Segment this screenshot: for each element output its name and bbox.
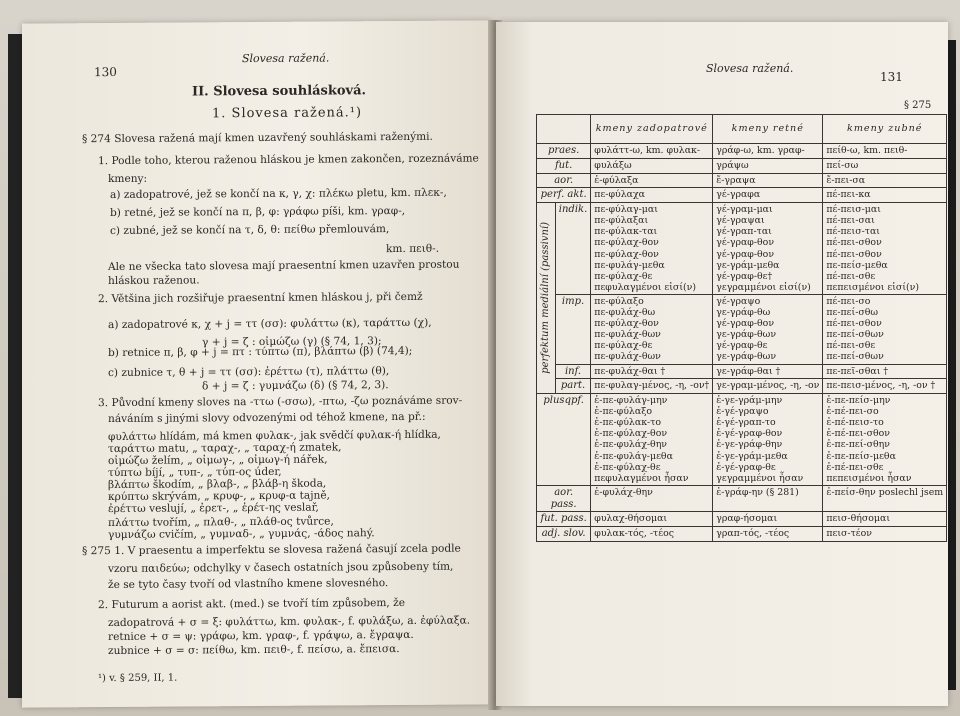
- table-row: [537, 173, 947, 188]
- form-text: γέ-γραπ-ται: [716, 226, 772, 238]
- cell-zadopatrove: [591, 158, 713, 173]
- form-text: πε-φύλαξαι: [594, 215, 649, 227]
- cell-zadopatrove: [591, 203, 713, 295]
- form-text: πεί-σω: [826, 159, 859, 171]
- form-text: ἐ-φύλαξα: [594, 174, 639, 186]
- body-line: ἐρέττω veslují, „ ἐρετ-, „ ἐρέτ-ης veslař,: [108, 501, 319, 516]
- form-text: ἐ-γε-γράμ-μην: [716, 395, 783, 407]
- conjugation-table: [536, 114, 947, 542]
- body-line: b) retné, jež se končí na π, β, φ: γράφω píši, km. γραφ-,: [110, 204, 406, 220]
- form-text: πεφυλαγμένοι εἰσί(ν): [594, 281, 697, 293]
- cell-retne: [713, 485, 823, 512]
- form-text: πε-φύλαχ-θε: [594, 270, 653, 282]
- form-text: γράφ-ω, km. γραφ-: [716, 145, 805, 156]
- row-label: inf.: [555, 364, 590, 379]
- form-text: ἐ-γε-γράφ-θην: [716, 439, 783, 451]
- form-text: γέ-γραμ-μαι: [716, 204, 773, 216]
- cell-zadopatrove: [591, 144, 713, 159]
- cell-retne: [713, 394, 823, 486]
- form-text: ἐ-πε-πεί-σθην: [826, 439, 890, 451]
- form-text: φυλακ-τός, -τέος: [594, 528, 674, 540]
- table-row: [537, 203, 947, 295]
- form-text: γε-γράφ-θαι †: [716, 365, 781, 377]
- form-text: πέ-πει-σθον: [826, 318, 882, 330]
- perfektum-group-label: [537, 203, 556, 394]
- body-line: κρύπτω skrývám, „ κρυφ-, „ κρυφ-α tajně,: [108, 489, 330, 504]
- form-text: ἔ-πει-σα: [826, 174, 866, 186]
- cell-zadopatrove: [591, 173, 713, 188]
- cell-zubne: [823, 144, 947, 159]
- table-row: [537, 485, 947, 512]
- form-text: γεγραμμένοι εἰσί(ν): [716, 281, 811, 293]
- body-line: zubnice + σ = σ: πείθω, km. πειθ-, f. πείσω, a. ἔπεισα.: [108, 643, 400, 658]
- form-text: πε-πεισ-μένος, -η, -ον †: [826, 380, 936, 392]
- form-text: πεπεισμένοι εἰσί(ν): [826, 281, 920, 293]
- form-text: πέ-πεισ-μαι: [826, 204, 881, 216]
- cell-zubne: [823, 203, 947, 295]
- form-text: πε-πείσ-μεθα: [826, 259, 888, 271]
- form-text: πε-φύλαγ-μαι: [594, 204, 658, 216]
- row-label: aor.: [537, 173, 591, 188]
- row-label: imp.: [555, 294, 590, 364]
- form-text: ἐ-πε-φύλαχ-θε: [594, 461, 661, 473]
- form-text: πε-πεί-σθων: [826, 351, 884, 363]
- form-text: πε-φυλάχ-θω: [594, 307, 656, 319]
- form-text: ἐ-γέ-γραψο: [716, 406, 769, 418]
- form-text: ἐ-γέ-γραπ-το: [716, 417, 776, 429]
- row-label: aor. pass.: [537, 485, 591, 512]
- form-text: πέ-πει-σο: [826, 295, 871, 307]
- form-text: πε-πεῖ-σθαι †: [826, 365, 889, 377]
- table-row: [537, 294, 947, 364]
- form-text: ἐ-πέ-πει-σο: [826, 406, 879, 418]
- form-text: ἐ-γε-γράμ-μεθα: [716, 450, 788, 462]
- cell-retne: [713, 188, 823, 203]
- column-header: kmeny zadopatrové: [591, 115, 713, 144]
- body-line: βλάπτω škodím, „ βλαβ-, „ βλάβ-η škoda,: [108, 477, 327, 492]
- body-line: φυλάττω hlídám, má kmen φυλακ-, jak svědčí φυλακ-ή hlídka,: [108, 428, 441, 444]
- body-line: a) zadopatrové κ, χ + j = ττ (σσ): φυλάττω (κ), ταράττω (χ),: [108, 316, 432, 332]
- body-line: 3. Původní kmeny sloves na -ττω (-σσω), -πτω, -ζω poznáváme srov-: [98, 394, 463, 410]
- form-text: πέ-πει-κα: [826, 189, 871, 201]
- column-header: kmeny zubné: [823, 115, 947, 144]
- form-text: ἐ-πείσ-θην poslechl jsem: [826, 486, 944, 498]
- table-row: [537, 527, 947, 542]
- column-header: kmeny retné: [713, 115, 823, 144]
- body-line: 1. Podle toho, kterou raženou hláskou je kmen zakončen, rozeznáváme: [98, 152, 479, 168]
- cell-zubne: [823, 294, 947, 364]
- form-text: πε-φυλάχ-θων: [594, 329, 661, 341]
- form-text: πε-φυλάγ-μεθα: [594, 259, 665, 271]
- form-text: πέ-πει-σθον: [826, 248, 882, 260]
- section-mark: § 275: [904, 100, 932, 111]
- cell-zubne: [823, 188, 947, 203]
- form-text: πέ-πει-σθε: [826, 340, 876, 352]
- table-row: [537, 512, 947, 527]
- form-text: πε-φύλαχ-θον: [594, 237, 659, 249]
- cell-zadopatrove: [591, 512, 713, 527]
- form-text: ἐ-πε-πείσ-μην: [826, 395, 891, 407]
- form-text: ἐ-πέ-πει-σθον: [826, 428, 890, 440]
- row-label: praes.: [537, 144, 591, 159]
- cell-zubne: [823, 158, 947, 173]
- form-text: γεγραμμένοι ἦσαν: [716, 472, 804, 484]
- body-line: že se tyto časy tvoří od vlastního kmene slovesného.: [108, 577, 389, 592]
- cell-zadopatrove: [591, 527, 713, 542]
- body-line: γυμνάζω cvičím, „ γυμναδ-, „ γυμνάς, -άδος nahý.: [108, 527, 375, 542]
- form-text: πεισ-τέον: [826, 528, 872, 540]
- body-line: hláskou raženou.: [108, 274, 200, 288]
- subtitle: 1. Slovesa ražená.¹): [212, 105, 363, 122]
- form-text: πε-φύλαξο: [594, 295, 644, 307]
- body-line: ¹) v. § 259, II, 1.: [98, 672, 178, 685]
- form-text: πέ-πει-σθε: [826, 270, 876, 282]
- cell-retne: [713, 203, 823, 295]
- form-text: ἐ-φυλάχ-θην: [594, 486, 653, 498]
- cell-retne: [713, 294, 823, 364]
- form-text: πε-πεί-σθω: [826, 307, 879, 319]
- form-text: γέ-γραφ-θε†: [716, 270, 773, 282]
- cell-zadopatrove: [591, 294, 713, 364]
- form-text: γέ-γραψαι: [716, 215, 765, 227]
- form-text: φυλάττ-ω, km. φυλακ-: [594, 145, 701, 156]
- cell-zadopatrove: [591, 364, 713, 379]
- form-text: ἐ-πε-φύλαχ-θον: [594, 428, 668, 440]
- form-text: γε-γράμ-μεθα: [716, 259, 780, 271]
- form-text: γέ-γραφα: [716, 189, 761, 201]
- body-line: vzoru παιδεύω; odchylky v časech ostatních jsou způsobeny tím,: [108, 560, 454, 576]
- cell-retne: [713, 512, 823, 527]
- form-text: πε-φυλάχ-θων: [594, 351, 661, 363]
- form-text: γε-γραμ-μένος, -η, -ον: [716, 380, 820, 392]
- cell-zubne: [823, 379, 947, 394]
- cell-zadopatrove: [591, 188, 713, 203]
- form-text: ἐ-πε-φυλάγ-μην: [594, 395, 668, 407]
- form-text: ἐ-πε-φύλαξο: [594, 406, 653, 418]
- form-text: γέ-γραφ-θον: [716, 248, 775, 260]
- form-text: πε-φύλαχα: [594, 189, 646, 201]
- form-text: γράψω: [716, 159, 749, 171]
- form-text: ἐ-πε-φυλάχ-θην: [594, 439, 668, 451]
- form-text: γέ-γραφ-θον: [716, 318, 775, 330]
- cell-retne: [713, 364, 823, 379]
- form-text: πεισ-θήσομαι: [826, 513, 890, 525]
- body-line: § 275 1. V praesentu a imperfektu se slovesa ražená časují zcela podle: [82, 542, 461, 558]
- form-text: ἐ-πέ-πει-σθε: [826, 461, 884, 473]
- book-cover-left: [8, 34, 22, 698]
- body-line: c) zubné, jež se končí na τ, δ, θ: πείθω přemlouvám,: [110, 223, 390, 238]
- cell-retne: [713, 144, 823, 159]
- form-text: γέ-γραψο: [716, 295, 761, 307]
- table-row: [537, 188, 947, 203]
- form-text: ἔ-γραψα: [716, 174, 756, 186]
- row-label: fut.: [537, 158, 591, 173]
- page-number: 130: [94, 64, 117, 80]
- row-label: perf. akt.: [537, 188, 591, 203]
- form-text: πε-πεί-σθων: [826, 329, 884, 341]
- form-text: ἐ-πε-φύλακ-το: [594, 417, 662, 429]
- form-text: πε-φυλαγ-μένος, -η, -ον†: [594, 380, 710, 392]
- body-line: c) zubnice τ, θ + j = ττ (σσ): ἐρέττω (τ), πλάττω (θ),: [108, 365, 390, 380]
- form-text: γραπ-τός, -τέος: [716, 528, 790, 540]
- body-line: b) retnice π, β, φ + j = πτ : τύπτω (π), βλάπτω (β) (74,4);: [108, 344, 413, 360]
- row-label: adj. slov.: [537, 527, 591, 542]
- left-page: [22, 20, 492, 707]
- form-text: πε-φύλαχ-θον: [594, 248, 659, 260]
- body-line: 2. Futurum a aorist akt. (med.) se tvoří tím způsobem, že: [98, 596, 405, 612]
- cell-retne: [713, 173, 823, 188]
- form-text: γε-γράφ-θων: [716, 329, 777, 341]
- form-text: πε-φύλαχ-θε: [594, 340, 653, 352]
- body-line: zadopatrová + σ = ξ: φυλάττω, km. φυλακ-, f. φυλάξω, a. ἐφύλαξα.: [108, 614, 471, 630]
- form-text: γε-γράφ-θω: [716, 307, 771, 319]
- cell-zubne: [823, 512, 947, 527]
- page-number: 131: [880, 70, 903, 84]
- cell-zubne: [823, 527, 947, 542]
- form-text: ἐ-πε-πείσ-μεθα: [826, 450, 896, 462]
- section-title: II. Slovesa souhlásková.: [192, 83, 367, 100]
- cell-zubne: [823, 364, 947, 379]
- form-text: γραφ-ήσομαι: [716, 513, 778, 525]
- book-cover-right: [948, 40, 956, 690]
- cell-zadopatrove: [591, 394, 713, 486]
- body-line: πλάττω tvořím, „ πλαθ-, „ πλάθ-ος tvůrce,: [108, 515, 334, 530]
- row-label: part.: [555, 379, 590, 394]
- form-text: πέ-πεισ-ται: [826, 226, 880, 238]
- cell-retne: [713, 158, 823, 173]
- row-label: plusqpf.: [537, 394, 591, 486]
- right-page: [496, 22, 948, 706]
- body-line: τύπτω bíjí, „ τυπ-, „ τύπ-ος úder,: [108, 465, 282, 480]
- body-line: retnice + σ = ψ: γράφω, km. γραφ-, f. γράψω, a. ἔγραψα.: [108, 628, 414, 644]
- cell-retne: [713, 379, 823, 394]
- cell-zubne: [823, 173, 947, 188]
- body-line: δ + j = ζ : γυμνάζω (δ) (§ 74, 2, 3).: [202, 379, 389, 393]
- form-text: πεφυλαγμένοι ἦσαν: [594, 472, 689, 484]
- body-line: kmeny:: [108, 172, 148, 186]
- form-text: φυλαχ-θήσομαι: [594, 513, 668, 525]
- form-text: πέ-πει-σαι: [826, 215, 875, 227]
- body-line: náváním s jinými slovy odvozenými od téhož kmene, na př.:: [108, 410, 426, 426]
- body-line: γ + j = ζ : οἰμώζω (γ) (§ 74, 1, 3);: [202, 335, 382, 349]
- form-text: ἐ-γέ-γραφ-θον: [716, 428, 783, 440]
- form-text: ἐ-γέ-γραφ-θε: [716, 461, 776, 473]
- form-text: γε-γράφ-θων: [716, 351, 777, 363]
- form-text: ἐ-πε-φυλάγ-μεθα: [594, 450, 673, 462]
- cell-retne: [713, 527, 823, 542]
- cell-zadopatrove: [591, 485, 713, 512]
- form-text: πε-φυλάχ-θαι †: [594, 365, 666, 377]
- body-line: Ale ne všecka tato slovesa mají praesentní kmen uzavřen prostou: [108, 258, 460, 274]
- body-line: a) zadopatrové, jež se končí na κ, γ, χ: πλέκω pletu, km. πλεκ-,: [110, 186, 447, 202]
- body-line: 2. Většina jich rozšiřuje praesentní kmen hláskou j, při čemž: [98, 290, 423, 306]
- body-line: ταράττω matu, „ ταραχ-, „ ταραχ-ή zmatek,: [108, 441, 342, 456]
- form-text: πε-φύλακ-ται: [594, 226, 658, 238]
- table-row: [537, 379, 947, 394]
- header-corner: [537, 115, 591, 144]
- cell-zadopatrove: [591, 379, 713, 394]
- form-text: πεπεισμένοι ἦσαν: [826, 472, 912, 484]
- form-text: γέ-γραφ-θε: [716, 340, 768, 352]
- running-head: Slovesa ražená.: [242, 51, 330, 66]
- table-row: [537, 144, 947, 159]
- form-text: ἐ-γράφ-ην (§ 281): [716, 486, 799, 498]
- form-text: πέ-πει-σθον: [826, 237, 882, 249]
- form-text: γέ-γραφ-θον: [716, 237, 775, 249]
- form-text: φυλάξω: [594, 159, 632, 171]
- perfektum-label: perfektum mediální (passivní): [540, 222, 551, 375]
- row-label: fut. pass.: [537, 512, 591, 527]
- form-text: ἐ-πέ-πεισ-το: [826, 417, 884, 429]
- cell-zubne: [823, 485, 947, 512]
- table-row: [537, 394, 947, 486]
- form-text: πε-φύλαχ-θον: [594, 318, 659, 330]
- row-label: indik.: [555, 203, 590, 295]
- table-row: [537, 158, 947, 173]
- cell-zubne: [823, 394, 947, 486]
- table-row: [537, 364, 947, 379]
- body-line: km. πειθ-.: [386, 242, 440, 256]
- form-text: πείθ-ω, km. πειθ-: [826, 145, 908, 156]
- running-head: Slovesa ražená.: [706, 62, 794, 75]
- body-line: οἰμώζω želím, „ οἰμωγ-, „ οἰμωγ-ή nářek,: [108, 453, 328, 468]
- body-line: § 274 Slovesa ražená mají kmen uzavřený souhláskami raženými.: [82, 130, 433, 146]
